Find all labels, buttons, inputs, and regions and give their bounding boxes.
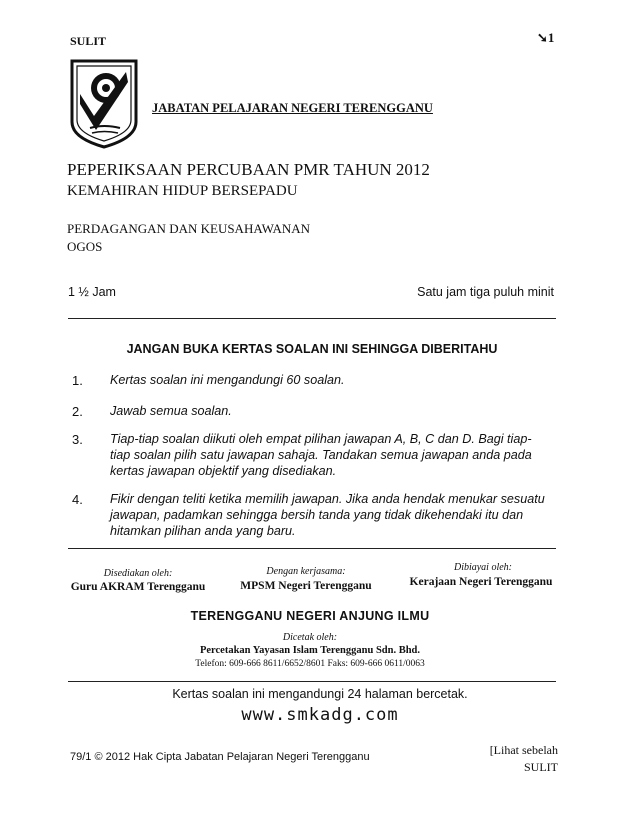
exam-component: PERDAGANGAN DAN KEUSAHAWANAN	[67, 221, 311, 236]
department-name: JABATAN PELAJARAN NEGERI TERENGGANU	[152, 101, 433, 115]
funded-by: Kerajaan Negeri Terengganu	[409, 576, 553, 588]
warning-heading: JANGAN BUKA KERTAS SOALAN INI SEHINGGA DIBERITAHU	[126, 342, 498, 356]
exam-title: PEPERIKSAAN PERCUBAAN PMR TAHUN 2012	[67, 160, 430, 179]
exam-subject: KEMAHIRAN HIDUP BERSEPADU	[67, 183, 298, 199]
instruction-number: 1.	[72, 373, 83, 388]
printer-contact: Telefon: 609-666 8611/6652/8601 Faks: 609-666 0611/0063	[195, 659, 425, 669]
footer-classification: SULIT	[524, 760, 558, 774]
instruction-number: 3.	[72, 432, 83, 447]
divider	[68, 548, 556, 549]
state-motto: TERENGGANU NEGERI ANJUNG ILMU	[190, 609, 430, 623]
arrow-icon: ➘	[537, 30, 548, 45]
instruction-text: Kertas soalan ini mengandungi 60 soalan.	[110, 373, 345, 387]
divider	[68, 318, 556, 319]
cooperation-org: MPSM Negeri Terengganu	[240, 580, 372, 592]
instruction-text: Fikir dengan teliti ketika memilih jawapan. Jika anda hendak menukar sesuatu jawapan, padamkan sehingga bersih tanda yang tidak dikehendaki itu dan hitamkan pilihan anda yang baru.	[110, 492, 545, 538]
page-mark	[537, 30, 554, 46]
prepared-by-label: Disediakan oleh:	[103, 568, 173, 579]
department-logo	[68, 58, 140, 150]
website-watermark: www.smkadg.com	[241, 705, 399, 725]
divider	[68, 681, 556, 682]
copyright-note: 79/1 © 2012 Hak Cipta Jabatan Pelajaran Negeri Terengganu	[70, 751, 370, 763]
exam-duration: 1 ½ Jam	[68, 285, 116, 299]
printer-label: Dicetak oleh:	[282, 632, 338, 643]
turn-page-note: [Lihat sebelah	[489, 743, 558, 757]
instruction-text: Tiap-tiap soalan diikuti oleh empat pilihan jawapan A, B, C dan D. Bagi tiap-tiap soalan pilih satu jawapan sahaja. Tandakan semua jawapan anda pada kertas jawapan objektif yang disediakan.	[110, 432, 532, 478]
crest-icon	[68, 58, 140, 150]
page-number: 1	[547, 30, 555, 45]
exam-month: OGOS	[67, 239, 103, 254]
classification-label: SULIT	[70, 34, 107, 48]
instruction-number: 4.	[72, 492, 83, 507]
prepared-by: Guru AKRAM Terengganu	[70, 581, 206, 593]
cooperation-label: Dengan kerjasama:	[266, 566, 346, 577]
printer-name: Percetakan Yayasan Islam Terengganu Sdn. Bhd.	[199, 645, 421, 656]
instruction-text: Jawab semua soalan.	[110, 404, 232, 418]
instruction-number: 2.	[72, 404, 83, 419]
page-count-note: Kertas soalan ini mengandungi 24 halaman bercetak.	[172, 687, 468, 701]
exam-duration-words: Satu jam tiga puluh minit	[417, 285, 554, 299]
funded-by-label: Dibiayai oleh:	[453, 562, 513, 573]
